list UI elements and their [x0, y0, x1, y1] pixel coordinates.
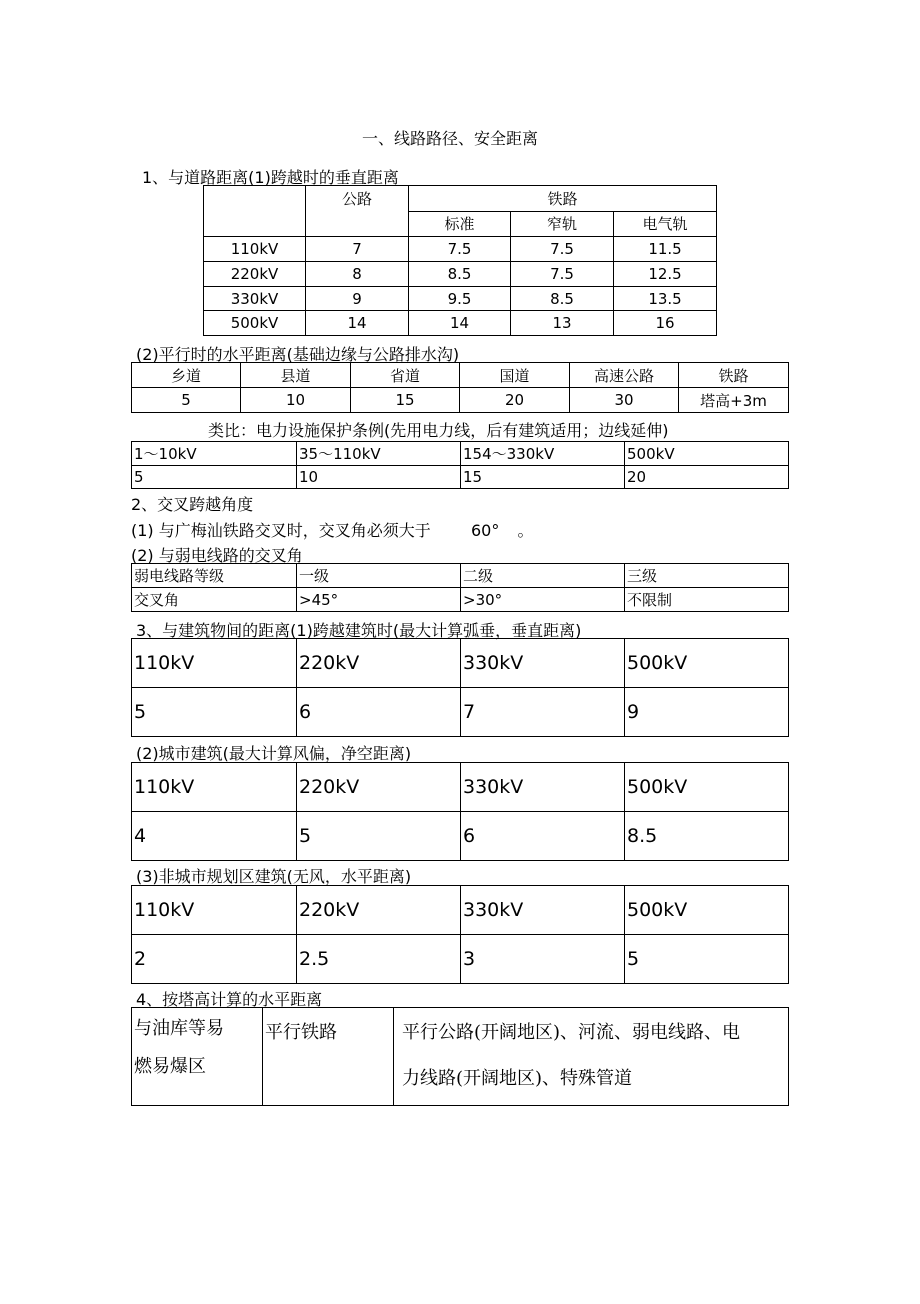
- value-cell: 6: [297, 688, 461, 737]
- parallel-railway-cell: 平行铁路: [263, 1008, 394, 1106]
- road-value: 14: [306, 311, 409, 336]
- value-cell: 5: [132, 466, 297, 489]
- value-cell: 10: [297, 466, 461, 489]
- header-cell: 220kV: [297, 639, 461, 688]
- value-cell: >45°: [297, 588, 461, 612]
- header-cell: 220kV: [297, 763, 461, 812]
- parallel-road-line1: 平行公路(开阔地区)、河流、弱电线路、电: [402, 1022, 741, 1043]
- crossing-angle-value: 60°: [470, 521, 500, 540]
- value-cell: 9: [625, 688, 789, 737]
- crossing-angle-end: 。: [517, 521, 534, 540]
- value-cell: 3: [461, 935, 625, 984]
- flammable-area-line2: 燃易爆区: [134, 1056, 206, 1077]
- road-value: 7: [306, 237, 409, 262]
- electric-rail-header: 电气轨: [614, 211, 717, 237]
- electric-value: 13.5: [614, 287, 717, 311]
- header-cell: 省道: [351, 363, 460, 388]
- value-cell: 5: [132, 688, 297, 737]
- header-cell: 220kV: [297, 886, 461, 935]
- value-cell: 15: [461, 466, 625, 489]
- value-cell: 10: [241, 388, 351, 413]
- weak-line-heading: (2) 与弱电线路的交叉角: [131, 546, 303, 565]
- standard-value: 9.5: [409, 287, 511, 311]
- value-cell: 30: [570, 388, 679, 413]
- header-cell: 500kV: [625, 763, 789, 812]
- value-cell: 2: [132, 935, 297, 984]
- value-cell: 塔高+3m: [679, 388, 789, 413]
- header-cell: 高速公路: [570, 363, 679, 388]
- value-cell: >30°: [461, 588, 625, 612]
- value-cell: 20: [625, 466, 789, 489]
- parallel-road-line2: 力线路(开阔地区)、特殊管道: [402, 1068, 633, 1089]
- value-cell: 不限制: [625, 588, 789, 612]
- urban-building-heading: (2)城市建筑(最大计算风偏，净空距离): [136, 744, 412, 763]
- voltage-cell: 500kV: [204, 311, 306, 336]
- analogy-table: [131, 441, 789, 489]
- narrow-value: 7.5: [511, 237, 614, 262]
- road-header: 公路: [306, 186, 409, 237]
- header-cell: 500kV: [625, 442, 789, 466]
- value-cell: 2.5: [297, 935, 461, 984]
- parallel-horizontal-distance-table: [131, 362, 789, 413]
- narrow-value: 13: [511, 311, 614, 336]
- building-crossing-table: [131, 638, 789, 737]
- value-cell: 4: [132, 812, 297, 861]
- header-cell: 500kV: [625, 886, 789, 935]
- standard-value: 8.5: [409, 262, 511, 287]
- standard-value: 14: [409, 311, 511, 336]
- narrow-rail-header: 窄轨: [511, 211, 614, 237]
- value-cell: 5: [297, 812, 461, 861]
- flammable-area-cell: [132, 1008, 263, 1106]
- header-cell: 110kV: [132, 886, 297, 935]
- blank-header-cell: [204, 186, 306, 237]
- electric-value: 12.5: [614, 262, 717, 287]
- value-cell: 5: [132, 388, 241, 413]
- section3-heading: 3、与建筑物间的距离(1)跨越建筑时(最大计算弧垂，垂直距离): [136, 621, 582, 640]
- voltage-cell: 110kV: [204, 237, 306, 262]
- value-cell: 交叉角: [132, 588, 297, 612]
- crossing-angle-label: (1) 与广梅汕铁路交叉时，交叉角必须大于: [131, 521, 431, 540]
- standard-value: 7.5: [409, 237, 511, 262]
- header-cell: 500kV: [625, 639, 789, 688]
- header-cell: 110kV: [132, 763, 297, 812]
- table-row: [204, 262, 717, 287]
- rail-header: 铁路: [409, 186, 717, 212]
- voltage-cell: 330kV: [204, 287, 306, 311]
- header-cell: 330kV: [461, 763, 625, 812]
- section4-heading: 4、按塔高计算的水平距离: [136, 990, 323, 1009]
- header-cell: 国道: [460, 363, 570, 388]
- value-cell: 6: [461, 812, 625, 861]
- value-cell: 5: [625, 935, 789, 984]
- header-cell: 乡道: [132, 363, 241, 388]
- non-urban-building-table: [131, 885, 789, 984]
- value-cell: 15: [351, 388, 460, 413]
- parallel-road-cell: [394, 1008, 789, 1106]
- section2-heading: 2、交叉跨越角度: [131, 495, 254, 514]
- road-value: 8: [306, 262, 409, 287]
- value-cell: 7: [461, 688, 625, 737]
- analogy-heading: 类比：电力设施保护条例(先用电力线，后有建筑适用；边线延伸): [208, 421, 669, 440]
- flammable-area-line1: 与油库等易: [134, 1018, 224, 1039]
- header-cell: 三级: [625, 564, 789, 588]
- header-cell: 110kV: [132, 639, 297, 688]
- urban-building-table: [131, 762, 789, 861]
- narrow-value: 8.5: [511, 287, 614, 311]
- narrow-value: 7.5: [511, 262, 614, 287]
- crossing-angle-text: [131, 518, 534, 541]
- weak-line-angle-table: [131, 563, 789, 612]
- header-cell: 330kV: [461, 639, 625, 688]
- header-cell: 二级: [461, 564, 625, 588]
- header-cell: 35～110kV: [297, 442, 461, 466]
- tower-height-distance-table: [131, 1007, 789, 1106]
- table-row: [204, 287, 717, 311]
- electric-value: 11.5: [614, 237, 717, 262]
- table-row: [204, 311, 717, 336]
- header-cell: 1～10kV: [132, 442, 297, 466]
- header-cell: 一级: [297, 564, 461, 588]
- header-cell: 154～330kV: [461, 442, 625, 466]
- crossing-vertical-distance-table: [203, 185, 717, 336]
- value-cell: 8.5: [625, 812, 789, 861]
- standard-rail-header: 标准: [409, 211, 511, 237]
- header-cell: 弱电线路等级: [132, 564, 297, 588]
- non-urban-building-heading: (3)非城市规划区建筑(无风，水平距离): [136, 867, 412, 886]
- header-cell: 330kV: [461, 886, 625, 935]
- table-row: [204, 237, 717, 262]
- voltage-cell: 220kV: [204, 262, 306, 287]
- electric-value: 16: [614, 311, 717, 336]
- section1b-heading: (2)平行时的水平距离(基础边缘与公路排水沟): [136, 345, 460, 364]
- page-title: 一、线路路径、安全距离: [362, 129, 539, 148]
- header-cell: 县道: [241, 363, 351, 388]
- value-cell: 20: [460, 388, 570, 413]
- road-value: 9: [306, 287, 409, 311]
- header-cell: 铁路: [679, 363, 789, 388]
- section1-heading: 1、与道路距离(1)跨越时的垂直距离: [142, 168, 399, 187]
